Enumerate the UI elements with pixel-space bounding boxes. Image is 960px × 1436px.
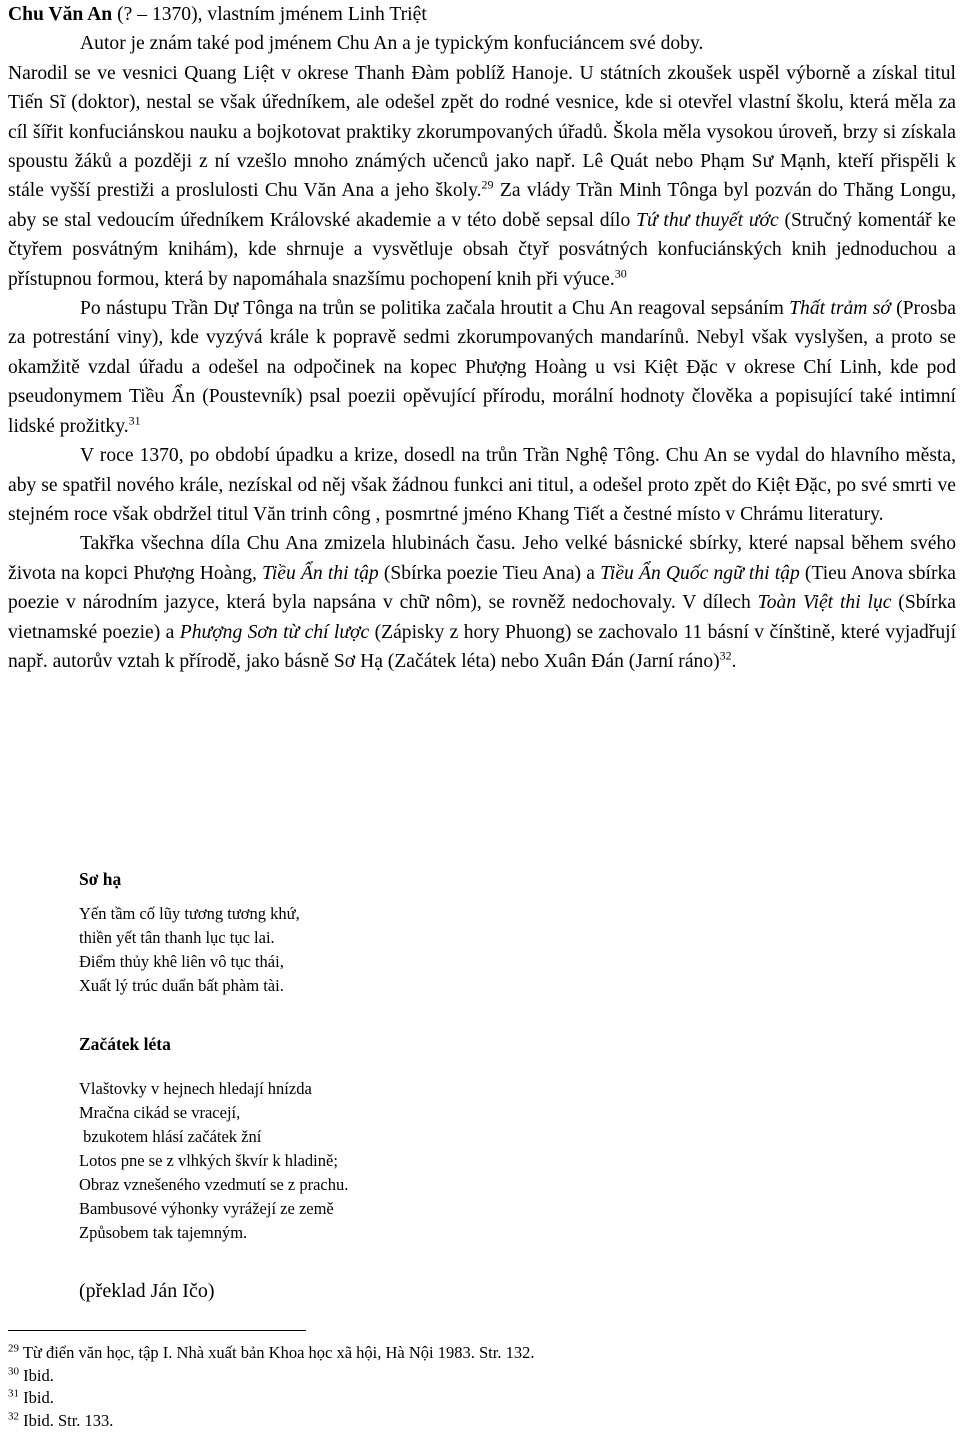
poem-title: Sơ hạ bbox=[79, 869, 122, 889]
work-title-toan-viet: Toàn Việt thi lục bbox=[757, 592, 892, 614]
poem-line: Bambusové výhonky vyrážejí ze země bbox=[79, 1199, 334, 1218]
footnote-ref-31: 31 bbox=[128, 413, 141, 428]
footnote-text: Ibid. Str. 133. bbox=[19, 1410, 114, 1430]
paragraph-1-text-a: Narodil se ve vesnici Quang Liệt v okrese Thanh Đàm poblíž Hanoje. U státních zkoušek uspěl výborně a získal titul Tiến Sĩ (doktor), nestal se však úředníkem, ale odešel zpět do rodné vesnice, kde si otevřel vlastní školu, která měla za cíl šířit konfuciánskou nauku a bojkotovat praktiky zkorumpovaných úřadů. Škola měla vysokou úroveň, brzy si získala spoustu žáků a později z ní vzešlo mnoho známých učenců jako např. Lê Quát nebo Phạm Sư Mạnh, kteří přispěli k stále vyšší prestiži a proslulosti Chu Văn Ana a jeho školy. bbox=[8, 62, 956, 202]
footnote-ref-32: 32 bbox=[719, 648, 732, 663]
footnote bbox=[8, 1342, 534, 1365]
paragraph-3: V roce 1370, po období úpadku a krize, dosedl na trůn Trần Nghệ Tông. Chu An se vydal do hlavního města, aby se spatřil nového krále, nezískal od něj však žádnou funkci ani titul, a odešel proto zpět do Kiệt Đặc, po své smrti ve stejném roce však obdržel titul Văn trinh công , posmrtné jméno Khang Tiết a čestné místo v Chrámu literatury. bbox=[8, 445, 956, 525]
paragraph-1 bbox=[8, 59, 956, 294]
footnote-ref-30: 30 bbox=[614, 266, 627, 281]
work-title-tieu-an-thi-tap: Tiều Ẩn thi tập bbox=[262, 562, 379, 584]
paragraph-4-text-b: (Sbírka poezie Tieu Ana) a bbox=[378, 562, 601, 584]
footnote-text: Ibid. bbox=[19, 1365, 54, 1385]
poem-line: Điểm thủy khê liên vô tục thái, bbox=[79, 952, 284, 971]
footnote-text: Ibid. bbox=[19, 1388, 54, 1407]
footnote bbox=[8, 1365, 534, 1388]
paragraph-4-text-f: . bbox=[731, 650, 737, 672]
author-heading bbox=[8, 0, 956, 29]
intro-line: Autor je znám také pod jménem Chu An a je typickým konfuciáncem své doby. bbox=[80, 33, 704, 55]
work-title-tu-thu: Tứ thư thuyết ước bbox=[636, 209, 779, 231]
paragraph-1-text-b: Za vlády Trần Minh Tônga byl pozván do Thăng Longu, aby se stal vedoucím úředníkem Královské akademie a v této době sepsal dílo bbox=[8, 180, 956, 231]
footnote-number: 31 bbox=[8, 1387, 19, 1400]
poem-line: Xuất lý trúc duẩn bất phàm tài. bbox=[79, 976, 284, 995]
author-name: Chu Văn An bbox=[8, 4, 113, 25]
footnote-separator bbox=[8, 1330, 306, 1331]
poem-line: Mračna cikád se vracejí, bbox=[79, 1103, 241, 1122]
paragraph-1-text-c: (Stručný komentář ke čtyřem posvátným knihám), kde shrnuje a vysvětluje obsah čtyř posvátných konfuciánských knih jednoduchou a přístupnou formou, která by napomáhala snazšímu pochopení knih při výuce. bbox=[8, 209, 956, 290]
poem-line: Způsobem tak tajemným. bbox=[79, 1223, 248, 1242]
footnote bbox=[8, 1410, 534, 1433]
poem-line: bzukotem hlásí začátek žní bbox=[79, 1127, 262, 1146]
document-body bbox=[8, 0, 956, 676]
footnote-text: Từ điển văn học, tập I. Nhà xuất bản Khoa học xã hội, Hà Nội 1983. Str. 132. bbox=[19, 1343, 535, 1362]
poem-title: Začátek léta bbox=[79, 1034, 171, 1054]
poem-line: Obraz vznešeného vzedmutí se z prachu. bbox=[79, 1175, 349, 1194]
author-name-rest: (? – 1370), vlastním jménem Linh Triệt bbox=[112, 4, 427, 25]
poem-line: Lotos pne se z vlhkých škvír k hladině; bbox=[79, 1151, 338, 1170]
work-title-quoc-ngu: Tiều Ẩn Quốc ngữ thi tập bbox=[600, 562, 800, 584]
footnotes bbox=[8, 1342, 534, 1432]
paragraph-4 bbox=[8, 529, 956, 676]
poem-zacatek-leta bbox=[79, 1033, 348, 1245]
paragraph-2 bbox=[8, 294, 956, 441]
poem-line: Vlaštovky v hejnech hledají hnízda bbox=[79, 1079, 312, 1098]
paragraph-4-text-d: (Sbírka vietnamské poezie) a bbox=[8, 592, 956, 643]
work-title-that-tram: Thất trảm sớ bbox=[789, 298, 891, 320]
footnote-ref-29: 29 bbox=[481, 177, 494, 192]
footnote-number: 32 bbox=[8, 1410, 19, 1422]
footnote-number: 29 bbox=[8, 1342, 19, 1355]
poem-line: Yến tầm cố lũy tương tương khứ, bbox=[79, 904, 300, 923]
poem-so-ha bbox=[79, 868, 300, 998]
translator-credit: (překlad Ján Ičo) bbox=[79, 1280, 215, 1302]
poem-line: thiền yết tân thanh lục tục lai. bbox=[79, 928, 275, 947]
paragraph-2-text-a: Po nástupu Trần Dự Tônga na trůn se politika začala hroutit a Chu An reagoval sepsáním bbox=[80, 298, 790, 320]
footnote bbox=[8, 1387, 534, 1410]
paragraph-4-text-c: (Tieu Anova sbírka poezie v národním jazyce, která byla napsána v chữ nôm), se rovněž nedochovaly. V dílech bbox=[8, 562, 957, 614]
paragraph-4-text-e: (Zápisky z hory Phuong) se zachovalo 11 básní v čínštině, které vyjadřují např. autorův vztah k přírodě, jako básně Sơ Hạ (Začátek léta) nebo Xuân Đán (Jarní ráno) bbox=[8, 621, 957, 672]
paragraph-2-text-b: (Prosba za potrestání viny), kde vyzývá krále k popravě sedmi zkorumpovaných mandarínů. Nebyl však vyslyšen, a proto se okamžitě vzdal úřadu a odešel na odpočinek na kopec Phượng Hoàng u vsi Kiệt Đặc v okrese Chí Linh, kde pod pseudonymem Tiều Ẩn (Poustevník) psal poezii opěvující přírodu, morální hodnoty člověka a popisující také intimní lidské prožitky. bbox=[8, 298, 956, 437]
footnote-number: 30 bbox=[8, 1365, 19, 1377]
paragraph-4-text-a: Takřka všechna díla Chu Ana zmizela hlubinách času. Jeho velké básnické sbírky, které napsal během svého života na kopci Phượng Hoàng, bbox=[8, 533, 956, 584]
work-title-phuong-son: Phượng Sơn từ chí lược bbox=[179, 621, 370, 643]
